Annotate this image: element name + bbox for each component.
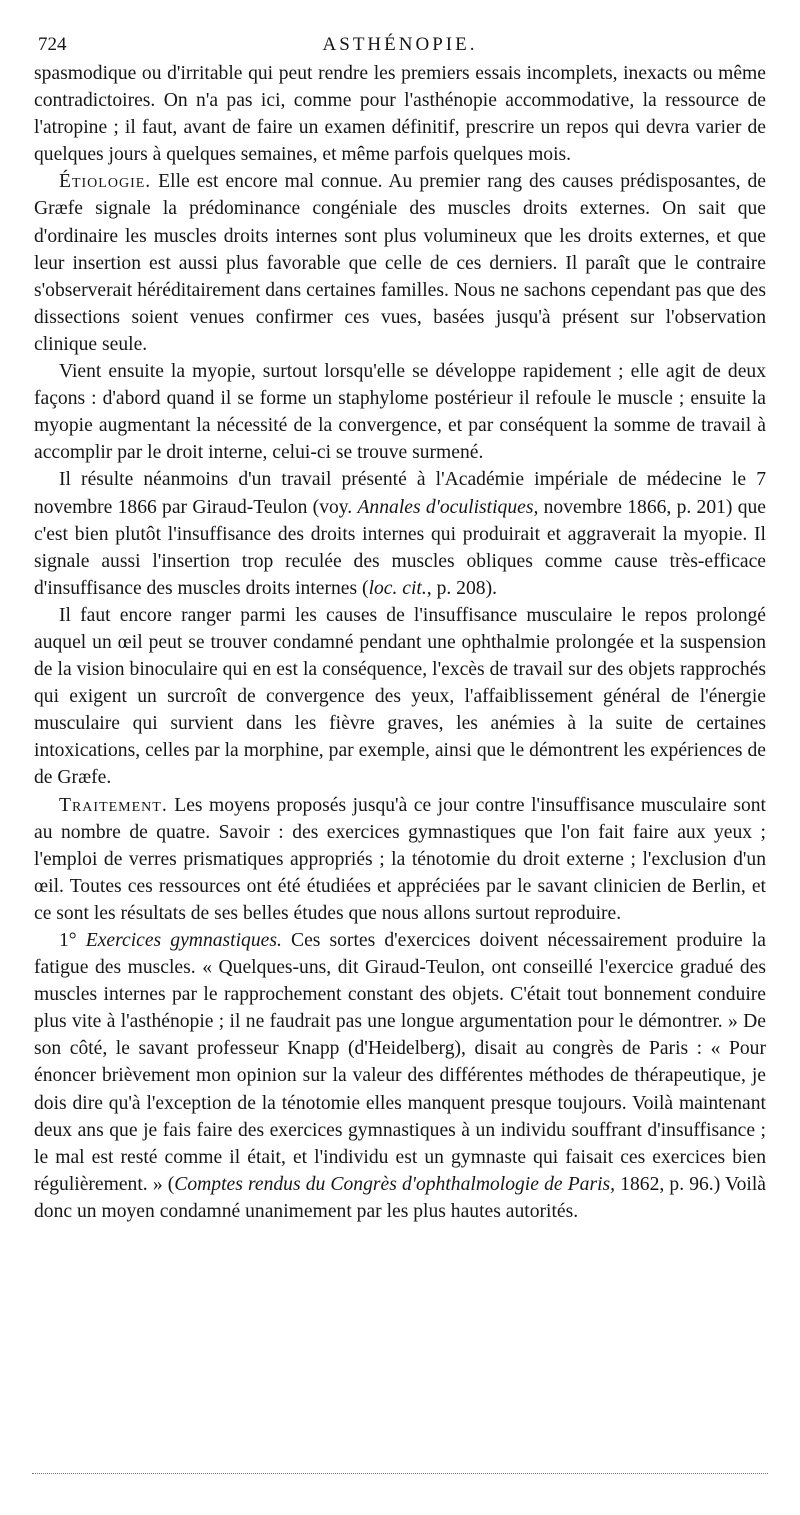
citation-comptes-rendus: Comptes rendus du Congrès d'ophthalmologie de Paris, [174,1173,616,1195]
paragraph-text: Ces sortes d'exercices doivent nécessairement produire la fatigue des muscles. « Quelques-uns, dit Giraud-Teulon, ont conseillé l'exercice gradué des muscles internes par le rapprochement constant des objets. C'était tout bonnement conduire plus vite à l'asthénopie ; il ne faudrait pas une longue argumentation pour le démontrer. » De son côté, le savant professeur Knapp (d'Heidelberg), disait au congrès de Paris : « Pour énoncer brièvement mon opinion sur la valeur des différentes méthodes de thérapeutique, je dois dire qu'à l'exception de la ténotomie elles manquent presque toujours. Voilà maintenant deux ans que je fais faire des exercices gymnastiques à un individu souffrant d'insuffisance ; le mal est resté comme il était, et l'individu est un gymnaste qui faisait ces exercices bien régulièrement. » ( [34,930,766,1195]
page-number: 724 [38,34,67,55]
body-text [34,60,766,1225]
citation-annales: Annales d'oculistiques, [357,496,539,518]
paragraph-text: Les moyens proposés jusqu'à ce jour contre l'insuffisance musculaire sont au nombre de quatre. Savoir : des exercices gymnastiques que l'on fait faire aux yeux ; l'emploi de verres prismatiques appropriés ; la ténotomie du droit externe ; l'exclusion d'un œil. Toutes ces ressources ont été étudiées et appréciées par le savant clinicien de Berlin, et ce sont les résultats de ses belles études que nous allons surtout reproduire. [34,794,766,924]
paragraph-text: Il faut encore ranger parmi les causes de l'insuffisance musculaire le repos prolongé auquel un œil peut se trouver condamné pendant une ophthalmie prolongée et la suspension de la vision binoculaire qui en est la conséquence, l'excès de travail sur des objets rapprochés qui exigent un surcroît de convergence des yeux, l'affaiblissement général de l'énergie musculaire qui survient dans les fièvre graves, les anémies à la suite de certaines intoxications, celles par la morphine, par exemple, ainsi que le démontrent les expériences de de Græfe. [34,604,766,789]
paragraph-continued [34,60,766,168]
paragraph-exercices [34,927,766,1225]
paragraph-text: Elle est encore mal connue. Au premier rang des causes prédisposantes, de Græfe signale la prédominance congéniale des muscles droits externes. On sait que d'ordinaire les muscles droits internes sont plus volumineux que les droits externes, et que leur insertion est aussi plus favorable que celle de ces derniers. Il paraît que le contraire s'observerait héréditairement dans certaines familles. Nous ne sachons cependant pas que des dissections soient venues confirmer ces vues, basées jusqu'à présent sur l'observation clinique seule. [34,171,766,355]
paragraph-text: , p. 208). [426,577,497,599]
paragraph-etiologie [34,168,766,358]
subsection-heading-exercices: Exercices gymnastiques. [85,930,282,951]
citation-loc-cit: loc. cit. [368,577,427,599]
list-number: 1° [59,930,77,951]
paragraph-text: Il résulte néanmoins d'un travail présenté à l'Académie impériale de médecine le 7 novembre 1866 par Giraud-Teulon (voy. [34,469,766,518]
paragraph-text: spasmodique ou d'irritable qui peut rendre les premiers essais incomplets, inexacts ou même contradictoires. On n'a pas ici, comme pour l'asthénopie accommodative, la ressource de l'atropine ; il faut, avant de faire un examen définitif, prescrire un repos qui devra varier de quelques jours à quelques semaines, et même parfois quelques mois. [34,63,766,166]
paragraph-causes [34,602,766,792]
page-header [34,30,766,60]
paragraph-traitement [34,792,766,927]
section-heading-traitement: Traitement. [59,794,168,816]
footer-rule [32,1473,768,1474]
paragraph-text: novembre 1866, p. 201) que c'est bien plutôt l'insuffisance des droits internes qui produirait et aggraverait la myopie. Il signale aussi l'insertion trop reculée des muscles obliques comme cause très-efficace d'insuffisance des muscles droits internes ( [34,496,767,599]
running-title: ASTHÉNOPIE. [322,34,478,55]
paragraph-giraud-teulon [34,466,766,601]
paragraph-myopie [34,358,766,466]
section-heading-etiologie: Étiologie. [59,171,152,193]
paragraph-text: 1862, p. 96.) Voilà donc un moyen condamné unanimement par les plus hautes autorités. [34,1173,767,1222]
paragraph-text: Vient ensuite la myopie, surtout lorsqu'elle se développe rapidement ; elle agit de deux façons : d'abord quand il se forme un staphylome postérieur il refoule le muscle ; ensuite la myopie augmentant la nécessité de la convergence, et par conséquent la somme de travail à accomplir par le droit interne, celui-ci se trouve surmené. [34,361,766,464]
